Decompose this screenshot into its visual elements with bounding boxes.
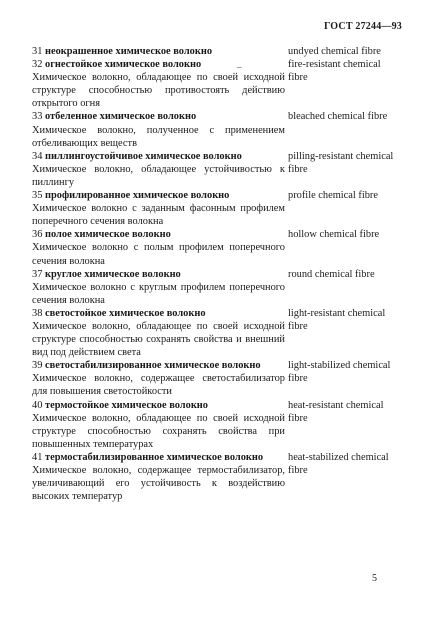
term-entry-39 xyxy=(32,359,402,398)
term-entry-40 xyxy=(32,399,402,451)
term-english: profile chemical fibre xyxy=(288,190,379,202)
term-definition: Химическое волокно с круглым профилем поперечного сечения волокна xyxy=(32,281,285,306)
term-name: светостойкое химическое волокно xyxy=(45,307,206,319)
term-english: undyed chemical fibre xyxy=(288,46,381,57)
term-number: 33 xyxy=(32,111,43,123)
term-number: 40 xyxy=(32,399,43,411)
document-header: ГОСТ 27244—93 xyxy=(323,21,402,32)
term-entry-37 xyxy=(32,268,402,307)
term-name: профилированное химическое волокно xyxy=(45,190,230,202)
term-english: heat-resistant chemical fibre xyxy=(288,399,384,424)
term-entry-34 xyxy=(32,150,402,189)
term-name: огнестойкое химическое волокно xyxy=(45,59,202,71)
term-number: 36 xyxy=(32,229,43,241)
term-number: 34 xyxy=(32,150,43,162)
term-number: 31 xyxy=(32,46,43,57)
term-entry-38 xyxy=(32,307,402,359)
term-english: round chemical fibre xyxy=(288,268,375,280)
term-name: термостабилизированное химическое волокно xyxy=(45,451,264,463)
dash-mark: – xyxy=(237,62,242,72)
term-name: термостойкое химическое волокно xyxy=(45,399,208,411)
term-english: pilling-resistant chemical fibre xyxy=(288,150,394,175)
term-name: пиллингоустойчивое химическое волокно xyxy=(45,150,242,162)
term-number: 35 xyxy=(32,190,43,202)
term-english: fire-resistant chemical fibre xyxy=(288,59,381,84)
term-definition: Химическое волокно, содержащее термостабилизатор, увеличивающий его устойчивость к воздействию высоких температур xyxy=(32,465,285,503)
term-number: 37 xyxy=(32,268,43,280)
term-name: отбеленное химическое волокно xyxy=(45,111,197,123)
term-english: light-resistant chemical fibre xyxy=(288,307,386,332)
term-definition: Химическое волокно с заданным фасонным профилем поперечного сечения волокна xyxy=(32,203,285,228)
term-list xyxy=(32,45,402,503)
term-name: полое химическое волокно xyxy=(45,229,171,241)
term-entry-32 xyxy=(32,58,402,110)
term-number: 39 xyxy=(32,360,43,372)
term-name: неокрашенное химическое волокно xyxy=(45,46,213,57)
term-definition: Химическое волокно, обладающее устойчивостью к пиллингу xyxy=(32,163,285,188)
term-definition: Химическое волокно, обладающее по своей исходной структуре способностью сохранять свойства и внешний вид под действием света xyxy=(32,320,285,359)
term-definition: Химическое волокно, обладающее по своей исходной структуре способностью сохранять свойства при повышенных температурах xyxy=(32,412,285,450)
term-definition: Химическое волокно, полученное с применением отбеливающих веществ xyxy=(32,124,285,149)
term-english: light-stabilized chemical fibre xyxy=(288,360,391,385)
term-number: 41 xyxy=(32,451,43,463)
term-name: светостабилизированное химическое волокно xyxy=(45,360,261,372)
term-english: heat-stabilized chemical fibre xyxy=(288,451,389,476)
term-entry-35 xyxy=(32,189,402,228)
term-name: круглое химическое волокно xyxy=(45,268,181,280)
term-entry-36 xyxy=(32,228,402,267)
term-definition: Химическое волокно, обладающее по своей исходной структуре способностью противостоять действию открытого огня xyxy=(32,72,285,110)
term-english: hollow chemical fibre xyxy=(288,229,380,241)
term-definition: Химическое волокно с полым профилем поперечного сечения волокна xyxy=(32,242,285,267)
term-entry-31 xyxy=(32,45,402,58)
term-number: 38 xyxy=(32,307,43,319)
term-number: 32 xyxy=(32,59,43,71)
page-number: 5 xyxy=(372,573,377,584)
term-english: bleached chemical fibre xyxy=(288,111,388,123)
term-entry-33 xyxy=(32,110,402,149)
term-entry-41 xyxy=(32,451,402,503)
term-definition: Химическое волокно, содержащее светостабилизатор для повышения светостойкости xyxy=(32,373,285,398)
